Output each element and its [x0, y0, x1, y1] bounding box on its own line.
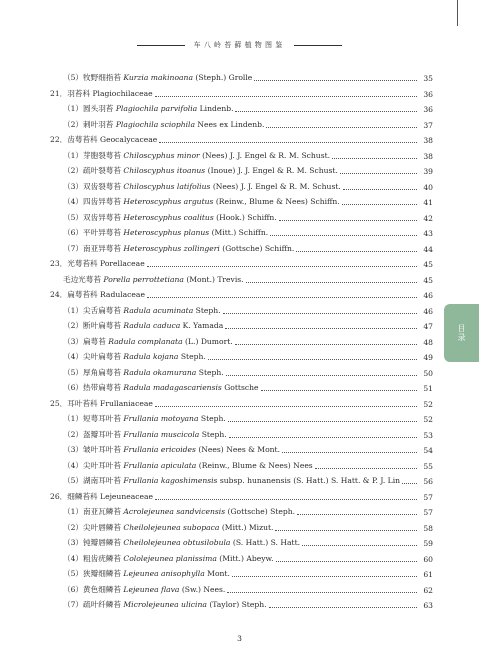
entry-page-number: 48	[423, 337, 433, 347]
entry-latin-name: Frullania motoyana	[123, 414, 199, 423]
entry-page-number: 38	[423, 136, 433, 145]
entry-page-number: 39	[423, 167, 433, 176]
entry-name: 25．耳叶苔科 Frullaniaceae	[50, 398, 153, 408]
entry-name: （5）厚角扁萼苔	[63, 367, 124, 377]
entry-latin-name: Heteroscyphus planus	[123, 228, 210, 237]
entry-page-number: 46	[423, 291, 433, 300]
entry-latin-name: Radula madagascariensis	[123, 383, 222, 392]
entry-authority: Gottsche	[221, 383, 259, 392]
entry-latin-name: Cheilolejeunea subopaca	[123, 522, 220, 532]
entry-authority: (L.) Dumort.	[182, 336, 233, 346]
entry-page-number: 40	[423, 182, 433, 192]
entry-authority: (S. Hatt.) S. Hatt.	[230, 538, 301, 547]
entry-authority: subsp. hunanensis (S. Hatt.) S. Hatt. & P. J. Lin	[217, 476, 401, 485]
entry-authority: Steph.	[196, 367, 224, 377]
entry-name: （3）皱叶耳叶苔	[63, 445, 124, 454]
entry-authority: (Mitt.) Mizut.	[219, 522, 274, 532]
section-tab-label: 目录	[457, 324, 466, 342]
entry-name: （4）尖叶耳叶苔	[63, 460, 124, 470]
entry-latin-name: Radula acuminata	[123, 305, 194, 315]
entry-authority: (Gottsche) Schiffn.	[219, 243, 295, 253]
entry-page-number: 58	[423, 523, 433, 533]
entry-name: （1）短萼耳叶苔	[63, 414, 124, 423]
entry-authority: (Reinw., Blume & Nees) Schiffn.	[213, 197, 340, 206]
entry-latin-name: Porella perrottetiana	[103, 274, 184, 284]
entry-authority: Steph.	[199, 429, 227, 439]
entry-name: （3）扁萼苔	[63, 336, 109, 346]
entry-name: 24．扁萼苔科 Radulaceae	[50, 290, 145, 299]
entry-name: 毛边光萼苔	[63, 274, 104, 284]
entry-authority: Steph.	[193, 305, 221, 315]
entry-latin-name: Lejeunea flava	[123, 584, 180, 594]
entry-name: （6）平叶异萼苔	[63, 228, 124, 237]
entry-latin-name: Chiloscyphus itoanus	[123, 166, 206, 175]
entry-page-number: 52	[423, 415, 433, 424]
entry-authority: (Mitt.) Abeyw.	[216, 553, 274, 563]
entry-name: （1）芽胞裂萼苔	[63, 150, 124, 160]
entry-page-number: 57	[423, 492, 433, 502]
entry-page-number: 35	[423, 74, 433, 83]
entry-page-number: 55	[423, 461, 433, 471]
entry-authority: Steph.	[198, 414, 226, 423]
entry-authority: (Mitt.) Schiffn.	[209, 228, 269, 237]
header-title: 车八岭苔藓植物图鉴	[193, 41, 286, 49]
entry-authority: (Hook.) Schiffn.	[213, 212, 277, 222]
entry-latin-name: Frullania ericoides	[123, 445, 196, 454]
entry-page-number: 49	[423, 353, 433, 362]
toc-species-entry[interactable]	[0, 592, 479, 610]
entry-latin-name: Frullania muscicola	[123, 429, 200, 439]
entry-authority: (Nees) J. J. Engel & R. M. Schust.	[199, 150, 331, 160]
entry-name: （5）双齿异萼苔	[63, 212, 124, 222]
entry-authority: Mont.	[204, 569, 230, 578]
entry-name: （2）刺叶羽苔	[63, 119, 116, 129]
entry-latin-name: Plagiochila parvifolia	[115, 104, 198, 113]
entry-authority: K. Yamada	[180, 321, 224, 330]
header-rule-right	[294, 45, 342, 46]
entry-name: （1）圆头羽苔	[63, 104, 116, 113]
margin-rule	[457, 0, 458, 26]
entry-authority: (Gottsche) Steph.	[225, 507, 296, 516]
entry-page-number: 38	[423, 151, 433, 161]
header-rule-left	[137, 45, 185, 46]
entry-authority: Nees ex Lindenb.	[194, 119, 265, 129]
entry-name: （3）双齿裂萼苔	[63, 181, 124, 191]
entry-page-number: 43	[423, 229, 433, 238]
entry-page-number: 50	[423, 368, 433, 378]
entry-name: （4）四齿异萼苔	[63, 197, 124, 206]
entry-name: （5）狭瓣细鳞苔	[63, 569, 124, 578]
entry-latin-name: Acrolejeunea sandvicensis	[123, 507, 226, 516]
entry-page-number: 45	[423, 260, 433, 269]
entry-page-number: 54	[423, 446, 433, 455]
entry-page-number: 53	[423, 430, 433, 440]
entry-latin-name: Cheilolejeunea obtusilobula	[123, 538, 231, 547]
entry-latin-name: Radula kojana	[123, 352, 179, 361]
entry-page-number: 41	[423, 198, 433, 207]
entry-authority: (Inoue) J. J. Engel & R. M. Schust.	[205, 166, 338, 175]
entry-page-number: 56	[423, 477, 433, 486]
entry-latin-name: Lejeunea anisophylla	[123, 569, 205, 578]
entry-authority: (Reinw., Blume & Nees) Nees	[196, 460, 313, 470]
entry-authority: (Steph.) Grolle	[192, 73, 253, 82]
entry-latin-name: Chiloscyphus minor	[123, 150, 200, 160]
entry-latin-name: Frullania apiculata	[123, 460, 197, 470]
entry-name: （4）粗齿疣鳞苔	[63, 553, 124, 563]
entry-latin-name: Heteroscyphus argutus	[123, 197, 214, 206]
entry-name: （6）热带扁萼苔	[63, 383, 124, 392]
entry-latin-name: Radula complanata	[108, 336, 183, 346]
entry-page-number: 45	[423, 275, 433, 285]
entry-latin-name: Kurzia makinoana	[123, 73, 193, 82]
entry-title	[63, 599, 267, 610]
entry-page-number: 62	[423, 585, 433, 595]
entry-latin-name: Plagiochila sciophila	[115, 119, 195, 129]
entry-page-number: 63	[423, 601, 433, 610]
entry-authority: (Nees) Nees & Mont.	[195, 445, 281, 454]
entry-latin-name: Radula okamurana	[123, 367, 197, 377]
entry-page-number: 57	[423, 508, 433, 517]
entry-page-number: 47	[423, 322, 433, 331]
entry-name: （3）钝瓣唇鳞苔	[63, 538, 124, 547]
entry-name: 21．羽苔科 Plagiochilaceae	[50, 88, 153, 98]
page-number: 3	[237, 634, 242, 643]
entry-name: （2）疏叶裂萼苔	[63, 166, 124, 175]
entry-name: （1）南亚瓦鳞苔	[63, 507, 124, 516]
entry-page-number: 37	[423, 120, 433, 130]
entry-authority: Steph.	[178, 352, 206, 361]
section-tab[interactable]	[444, 304, 479, 362]
entry-page-number: 61	[423, 570, 433, 579]
entry-authority: Lindenb.	[197, 104, 234, 113]
entry-authority: (Nees) J. J. Engel & R. M. Schust.	[210, 181, 341, 191]
entry-name: 26．细鳞苔科 Lejeuneaceae	[50, 491, 154, 501]
entry-authority: (Taylor) Steph.	[206, 600, 267, 609]
entry-latin-name: Microlejeunea ulicina	[123, 600, 207, 609]
entry-page-number: 36	[423, 89, 433, 99]
entry-name: （5）牧野细指苔	[63, 73, 124, 82]
entry-page-number: 36	[423, 105, 433, 114]
entry-page-number: 59	[423, 539, 433, 548]
entry-page-number: 52	[423, 399, 433, 409]
entry-name: （6）黄色细鳞苔	[63, 584, 124, 594]
entry-authority: (Mont.) Trevis.	[183, 274, 244, 284]
entry-latin-name: Heteroscyphus coalitus	[123, 212, 214, 222]
entry-name: （7）南亚异萼苔	[63, 243, 124, 253]
entry-name: （2）尖叶唇鳞苔	[63, 522, 124, 532]
entry-page-number: 60	[423, 554, 433, 564]
entry-name: （2）断叶扁萼苔	[63, 321, 124, 330]
entry-name: （1）尖舌扁萼苔	[63, 305, 124, 315]
entry-page-number: 44	[423, 244, 433, 254]
entry-latin-name: Radula caduca	[123, 321, 181, 330]
entry-name: 23．光萼苔科 Porellaceae	[50, 259, 145, 268]
entry-name: （7）疏叶纤鳞苔	[63, 600, 124, 609]
entry-name: （4）尖叶扁萼苔	[63, 352, 124, 361]
running-header	[0, 38, 479, 52]
entry-latin-name: Heteroscyphus zollingeri	[123, 243, 220, 253]
entry-latin-name: Cololejeunea planissima	[123, 553, 217, 563]
entry-page-number: 51	[423, 384, 433, 393]
entry-page-number: 46	[423, 306, 433, 316]
entry-page-number: 42	[423, 213, 433, 223]
dot-leader	[269, 607, 418, 608]
entry-name: （5）湖南耳叶苔	[63, 476, 124, 485]
entry-name: 22．齿萼苔科 Geocalycaceae	[50, 135, 158, 144]
entry-authority: (Sw.) Nees.	[179, 584, 226, 594]
entry-name: （2）盔瓣耳叶苔	[63, 429, 124, 439]
entry-latin-name: Chiloscyphus latifolius	[123, 181, 211, 191]
entry-latin-name: Frullania kagoshimensis	[123, 476, 218, 485]
